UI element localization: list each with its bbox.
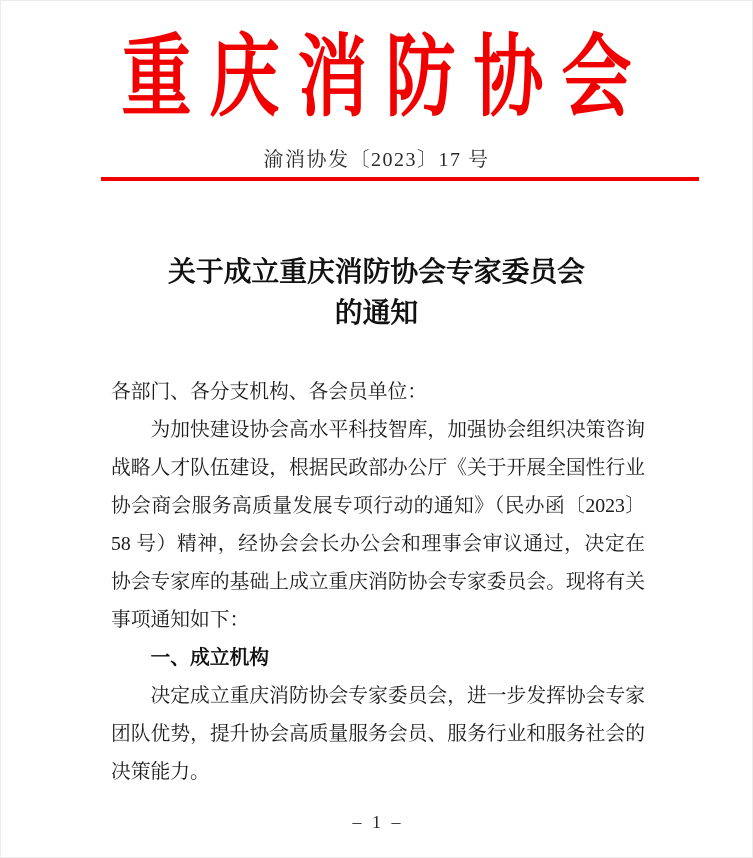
- intro-paragraph: 为加快建设协会高水平科技智库，加强协会组织决策咨询战略人才队伍建设，根据民政部办公厅《关于开展全国性行业协会商会服务高质量发展专项行动的通知》（民办函〔2023〕58 号）精神，经协会会长办公会和理事会审议通过，决定在协会专家库的基础上成立重庆消防协会专家委员会。现将有关事项通知如下：: [111, 419, 645, 631]
- salutation: 各部门、各分支机构、各会员单位：: [111, 381, 428, 403]
- notice-title: [1, 252, 752, 334]
- red-divider-rule: [101, 177, 699, 181]
- notice-title-line2: 的通知: [334, 298, 419, 329]
- document-body: [111, 373, 645, 791]
- agency-title: 重庆消防协会: [121, 29, 650, 129]
- section-1-heading: 一、成立机构: [150, 647, 270, 669]
- section-1-paragraph: 决定成立重庆消防协会专家委员会，进一步发挥协会专家团队优势，提升协会高质量服务会员、服务行业和服务社会的决策能力。: [111, 685, 645, 783]
- doc-number: 渝消协发〔2023〕17 号: [263, 149, 490, 171]
- page-number: – 1 –: [352, 812, 401, 832]
- notice-title-line1: 关于成立重庆消防协会专家委员会: [168, 257, 585, 288]
